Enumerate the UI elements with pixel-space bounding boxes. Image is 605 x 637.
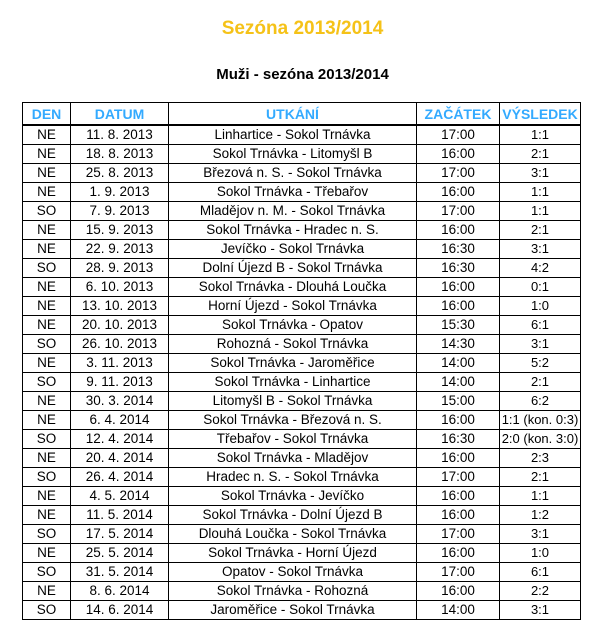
day-cell: NE (23, 506, 71, 525)
match-cell: Dlouhá Loučka - Sokol Trnávka (169, 525, 417, 544)
table-row (23, 506, 581, 525)
day-cell: NE (23, 125, 71, 145)
table-row (23, 411, 581, 430)
result-cell: 3:1 (500, 601, 581, 620)
result-cell: 2:1 (500, 468, 581, 487)
table-row (23, 544, 581, 563)
date-cell: 4. 5. 2014 (71, 487, 169, 506)
day-cell: NE (23, 392, 71, 411)
result-cell: 3:1 (500, 335, 581, 354)
date-cell: 15. 9. 2013 (71, 221, 169, 240)
result-cell: 6:1 (500, 563, 581, 582)
start-time-cell: 16:00 (417, 506, 500, 525)
table-row (23, 354, 581, 373)
match-cell: Březová n. S. - Sokol Trnávka (169, 164, 417, 183)
season-title: Sezóna 2013/2014 (221, 18, 384, 39)
table-row (23, 221, 581, 240)
match-cell: Sokol Trnávka - Rohozná (169, 582, 417, 601)
result-cell: 3:1 (500, 164, 581, 183)
match-cell: Hradec n. S. - Sokol Trnávka (169, 468, 417, 487)
column-header-zacatek: ZAČÁTEK (417, 103, 500, 126)
start-time-cell: 16:30 (417, 430, 500, 449)
result-cell: 2:3 (500, 449, 581, 468)
start-time-cell: 16:00 (417, 278, 500, 297)
start-time-cell: 14:00 (417, 373, 500, 392)
day-cell: NE (23, 582, 71, 601)
start-time-cell: 14:30 (417, 335, 500, 354)
start-time-cell: 17:00 (417, 125, 500, 145)
result-cell: 1:2 (500, 506, 581, 525)
table-row (23, 202, 581, 221)
result-cell: 1:1 (500, 487, 581, 506)
column-header-vysledek: VÝSLEDEK (500, 103, 581, 126)
table-row (23, 392, 581, 411)
page-subtitle: Muži - sezóna 2013/2014 (216, 66, 389, 83)
match-cell: Sokol Trnávka - Dolní Újezd B (169, 506, 417, 525)
result-cell: 2:1 (500, 145, 581, 164)
start-time-cell: 15:30 (417, 316, 500, 335)
result-cell: 3:1 (500, 525, 581, 544)
result-cell: 2:0 (kon. 3:0) (500, 430, 581, 449)
date-cell: 1. 9. 2013 (71, 183, 169, 202)
start-time-cell: 15:00 (417, 392, 500, 411)
result-cell: 4:2 (500, 259, 581, 278)
start-time-cell: 16:00 (417, 145, 500, 164)
result-cell: 1:1 (kon. 0:3) (500, 411, 581, 430)
table-row (23, 487, 581, 506)
date-cell: 6. 4. 2014 (71, 411, 169, 430)
match-cell: Dolní Újezd B - Sokol Trnávka (169, 259, 417, 278)
match-cell: Opatov - Sokol Trnávka (169, 563, 417, 582)
start-time-cell: 14:00 (417, 354, 500, 373)
day-cell: NE (23, 354, 71, 373)
table-row (23, 183, 581, 202)
table-row (23, 316, 581, 335)
column-header-utkani: UTKÁNÍ (169, 103, 417, 126)
date-cell: 7. 9. 2013 (71, 202, 169, 221)
table-row (23, 582, 581, 601)
match-cell: Litomyšl B - Sokol Trnávka (169, 392, 417, 411)
start-time-cell: 17:00 (417, 563, 500, 582)
date-cell: 20. 4. 2014 (71, 449, 169, 468)
table-row (23, 145, 581, 164)
day-cell: NE (23, 278, 71, 297)
day-cell: NE (23, 544, 71, 563)
result-cell: 5:2 (500, 354, 581, 373)
result-cell: 1:1 (500, 202, 581, 221)
match-cell: Sokol Trnávka - Linhartice (169, 373, 417, 392)
result-cell: 6:2 (500, 392, 581, 411)
day-cell: NE (23, 145, 71, 164)
date-cell: 18. 8. 2013 (71, 145, 169, 164)
date-cell: 30. 3. 2014 (71, 392, 169, 411)
table-row (23, 373, 581, 392)
day-cell: SO (23, 563, 71, 582)
day-cell: NE (23, 221, 71, 240)
start-time-cell: 17:00 (417, 525, 500, 544)
day-cell: SO (23, 468, 71, 487)
start-time-cell: 16:00 (417, 221, 500, 240)
table-row (23, 297, 581, 316)
match-cell: Sokol Trnávka - Jevíčko (169, 487, 417, 506)
date-cell: 8. 6. 2014 (71, 582, 169, 601)
match-cell: Linhartice - Sokol Trnávka (169, 125, 417, 145)
start-time-cell: 16:00 (417, 582, 500, 601)
date-cell: 3. 11. 2013 (71, 354, 169, 373)
date-cell: 13. 10. 2013 (71, 297, 169, 316)
day-cell: NE (23, 487, 71, 506)
match-cell: Sokol Trnávka - Třebařov (169, 183, 417, 202)
day-cell: SO (23, 525, 71, 544)
start-time-cell: 17:00 (417, 202, 500, 221)
match-cell: Sokol Trnávka - Březová n. S. (169, 411, 417, 430)
match-cell: Jaroměřice - Sokol Trnávka (169, 601, 417, 620)
day-cell: SO (23, 259, 71, 278)
date-cell: 12. 4. 2014 (71, 430, 169, 449)
start-time-cell: 16:00 (417, 544, 500, 563)
start-time-cell: 16:30 (417, 240, 500, 259)
day-cell: NE (23, 164, 71, 183)
start-time-cell: 17:00 (417, 164, 500, 183)
column-header-den: DEN (23, 103, 71, 126)
date-cell: 31. 5. 2014 (71, 563, 169, 582)
day-cell: SO (23, 202, 71, 221)
table-row (23, 449, 581, 468)
start-time-cell: 14:00 (417, 601, 500, 620)
date-cell: 28. 9. 2013 (71, 259, 169, 278)
match-cell: Sokol Trnávka - Jaroměřice (169, 354, 417, 373)
table-row (23, 563, 581, 582)
match-cell: Horní Újezd - Sokol Trnávka (169, 297, 417, 316)
day-cell: SO (23, 601, 71, 620)
day-cell: SO (23, 430, 71, 449)
day-cell: NE (23, 411, 71, 430)
table-row (23, 278, 581, 297)
date-cell: 6. 10. 2013 (71, 278, 169, 297)
table-header (23, 103, 581, 126)
match-cell: Třebařov - Sokol Trnávka (169, 430, 417, 449)
table-body (23, 125, 581, 620)
match-cell: Sokol Trnávka - Mladějov (169, 449, 417, 468)
date-cell: 26. 10. 2013 (71, 335, 169, 354)
date-cell: 26. 4. 2014 (71, 468, 169, 487)
result-cell: 1:1 (500, 183, 581, 202)
result-cell: 6:1 (500, 316, 581, 335)
date-cell: 25. 8. 2013 (71, 164, 169, 183)
day-cell: NE (23, 449, 71, 468)
day-cell: NE (23, 240, 71, 259)
result-cell: 1:0 (500, 297, 581, 316)
match-cell: Sokol Trnávka - Hradec n. S. (169, 221, 417, 240)
start-time-cell: 16:00 (417, 183, 500, 202)
header-row (23, 103, 581, 126)
start-time-cell: 16:00 (417, 297, 500, 316)
result-cell: 0:1 (500, 278, 581, 297)
table-row (23, 525, 581, 544)
table-row (23, 259, 581, 278)
start-time-cell: 16:30 (417, 259, 500, 278)
table-row (23, 601, 581, 620)
date-cell: 11. 5. 2014 (71, 506, 169, 525)
table-row (23, 430, 581, 449)
match-cell: Sokol Trnávka - Opatov (169, 316, 417, 335)
date-cell: 25. 5. 2014 (71, 544, 169, 563)
result-cell: 1:1 (500, 125, 581, 145)
result-cell: 2:1 (500, 221, 581, 240)
column-header-datum: DATUM (71, 103, 169, 126)
day-cell: NE (23, 183, 71, 202)
match-schedule-table (22, 102, 581, 620)
table-row (23, 164, 581, 183)
table-row (23, 240, 581, 259)
day-cell: SO (23, 335, 71, 354)
date-cell: 17. 5. 2014 (71, 525, 169, 544)
match-cell: Rohozná - Sokol Trnávka (169, 335, 417, 354)
day-cell: SO (23, 373, 71, 392)
date-cell: 20. 10. 2013 (71, 316, 169, 335)
date-cell: 9. 11. 2013 (71, 373, 169, 392)
table-row (23, 335, 581, 354)
match-cell: Sokol Trnávka - Litomyšl B (169, 145, 417, 164)
day-cell: NE (23, 316, 71, 335)
result-cell: 2:1 (500, 373, 581, 392)
start-time-cell: 17:00 (417, 468, 500, 487)
start-time-cell: 16:00 (417, 411, 500, 430)
start-time-cell: 16:00 (417, 449, 500, 468)
match-cell: Sokol Trnávka - Dlouhá Loučka (169, 278, 417, 297)
match-cell: Jevíčko - Sokol Trnávka (169, 240, 417, 259)
date-cell: 11. 8. 2013 (71, 125, 169, 145)
day-cell: NE (23, 297, 71, 316)
date-cell: 22. 9. 2013 (71, 240, 169, 259)
start-time-cell: 16:00 (417, 487, 500, 506)
result-cell: 3:1 (500, 240, 581, 259)
table-row (23, 125, 581, 145)
match-cell: Sokol Trnávka - Horní Újezd (169, 544, 417, 563)
match-cell: Mladějov n. M. - Sokol Trnávka (169, 202, 417, 221)
result-cell: 1:0 (500, 544, 581, 563)
result-cell: 2:2 (500, 582, 581, 601)
table-row (23, 468, 581, 487)
date-cell: 14. 6. 2014 (71, 601, 169, 620)
